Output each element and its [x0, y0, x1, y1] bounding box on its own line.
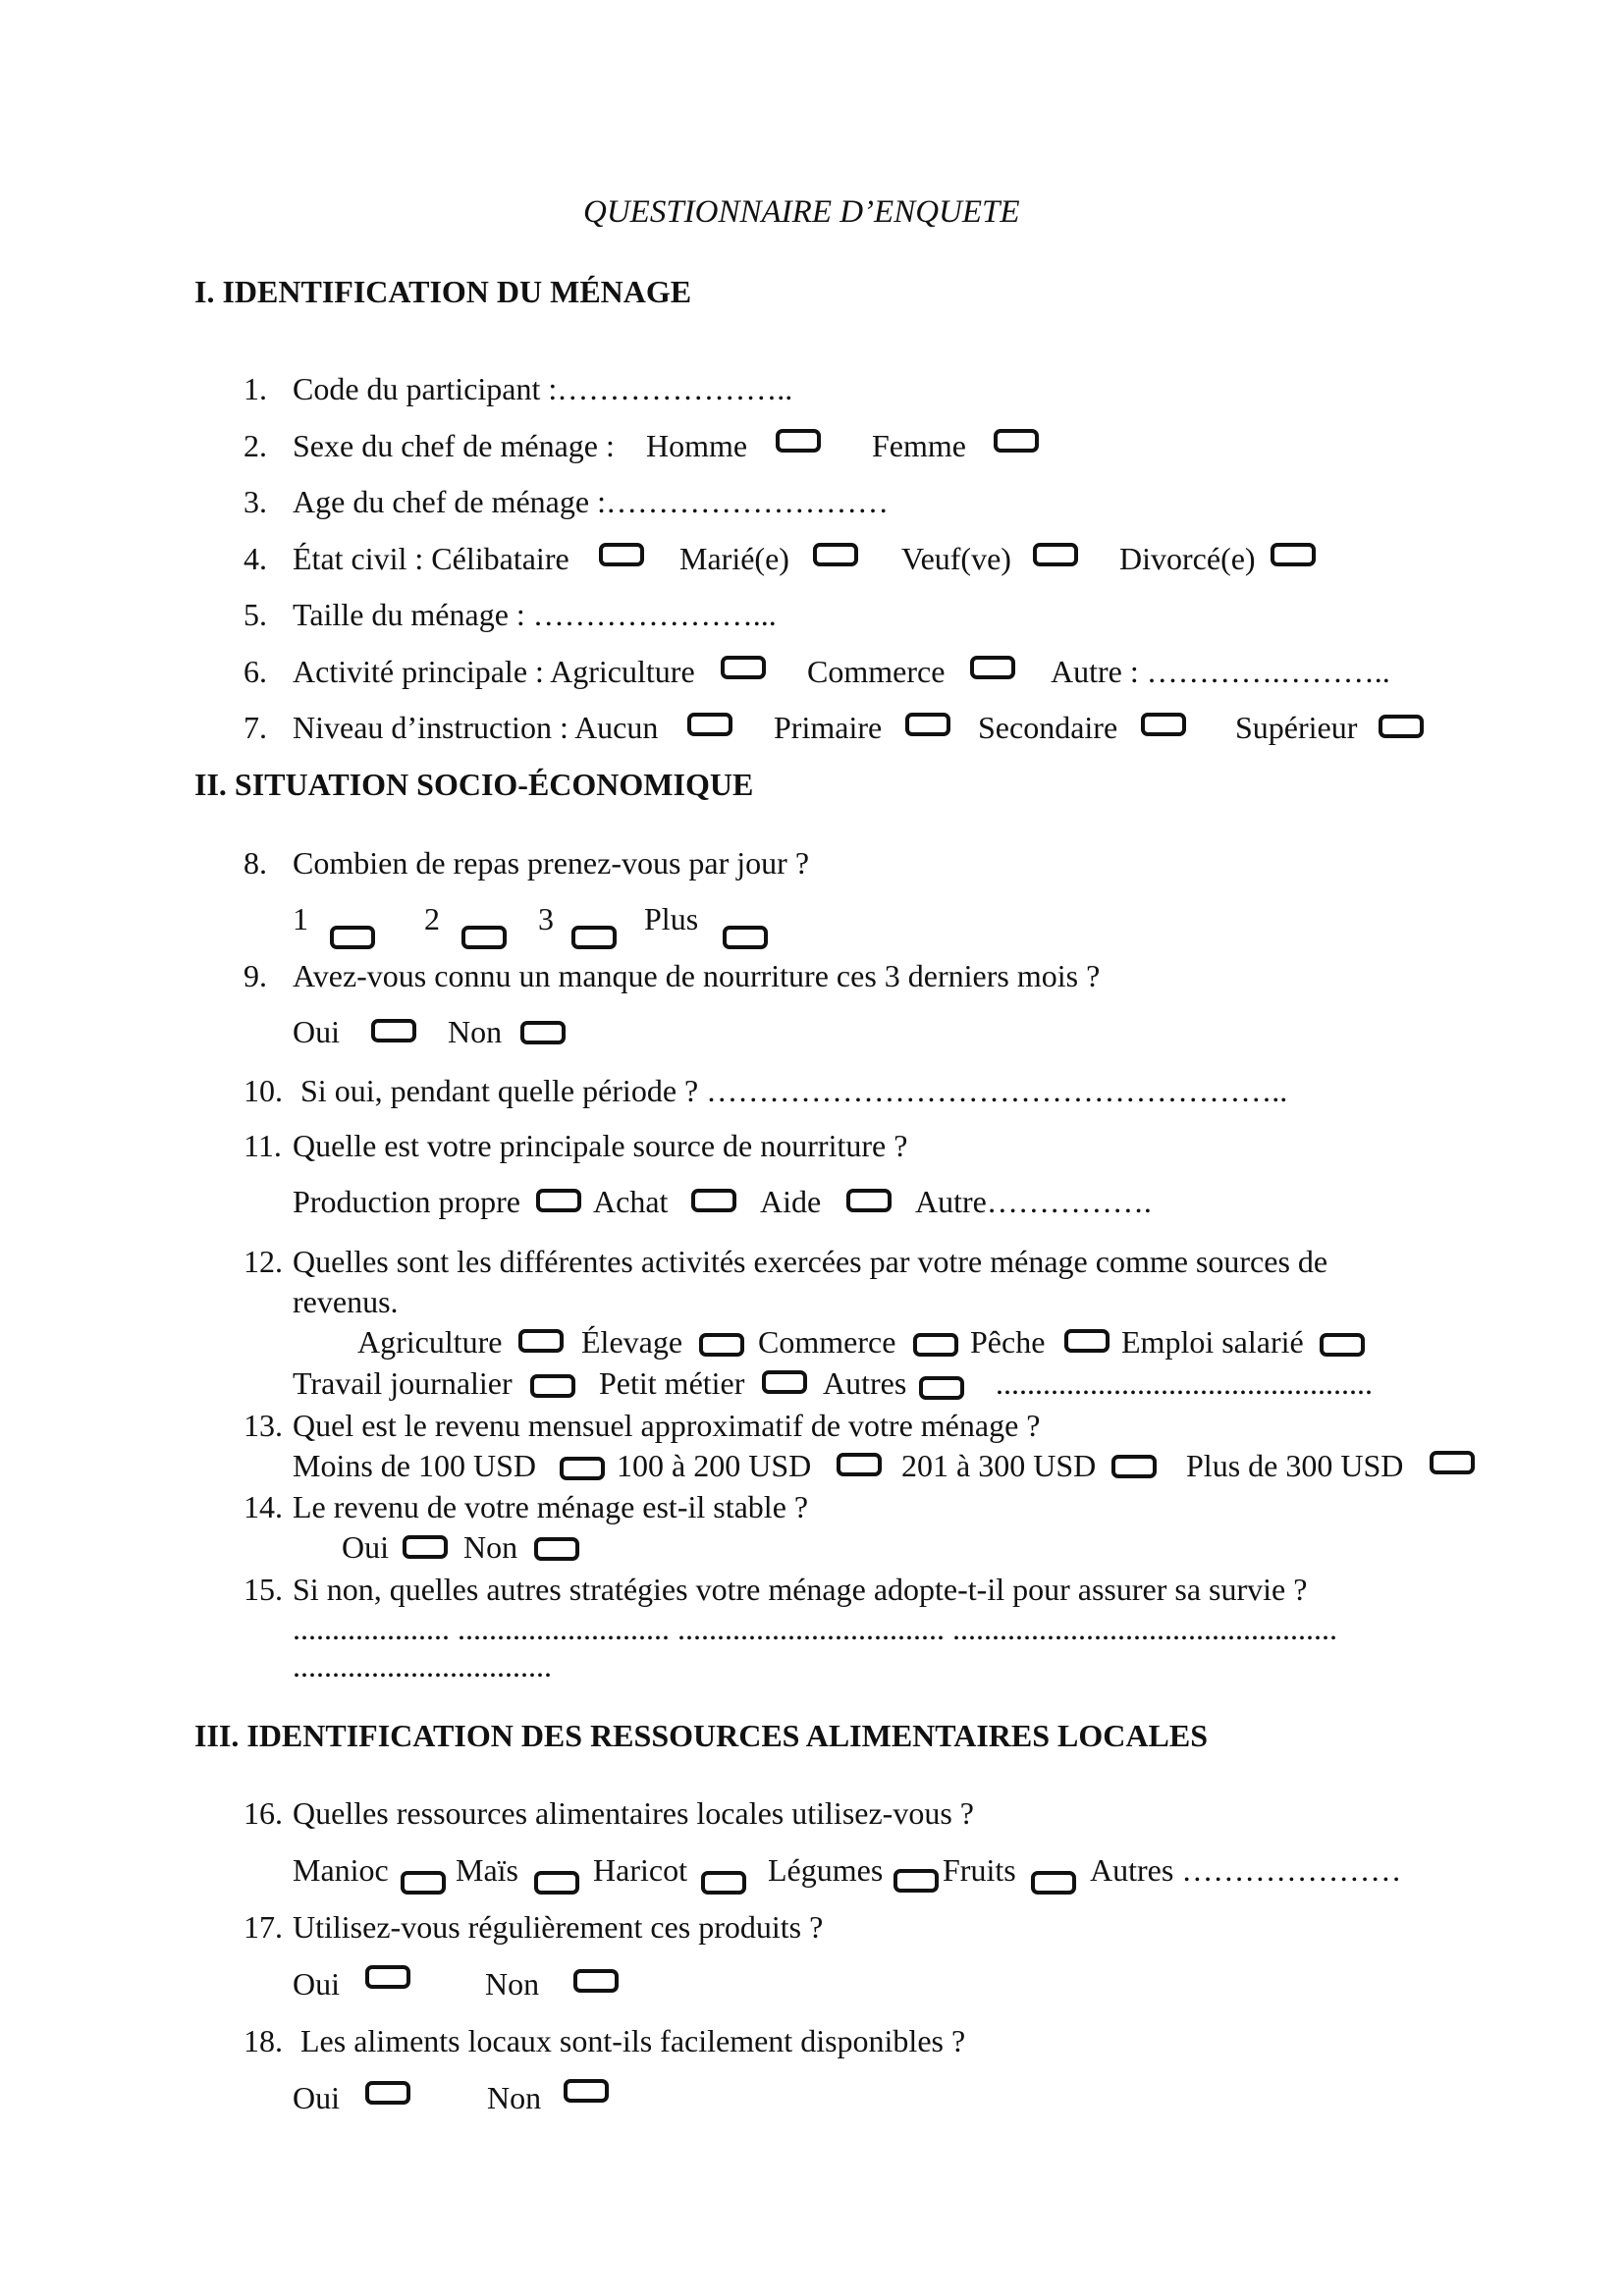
q12-text: Quelles sont les différentes activités exercées par votre ménage comme sources de	[293, 1244, 1328, 1279]
q11-aide-checkbox[interactable]	[846, 1189, 892, 1212]
q11-achat-checkbox[interactable]	[691, 1189, 736, 1212]
q9-option-label: Non	[448, 1014, 503, 1049]
section-heading-ressources: III. IDENTIFICATION DES RESSOURCES ALIMENTAIRES LOCALES	[194, 1718, 1208, 1753]
q10-text: Si oui, pendant quelle période ? ………………………………………………..	[300, 1073, 1288, 1108]
q16-option-label: Autres …………………	[1090, 1852, 1402, 1888]
q12-option-label: Petit métier	[599, 1365, 745, 1401]
q11-option-label: Achat	[593, 1184, 669, 1219]
q12-peche-checkbox[interactable]	[1064, 1329, 1110, 1353]
q7-primaire-checkbox[interactable]	[905, 713, 950, 736]
q15-text: Si non, quelles autres stratégies votre ménage adopte-t-il pour assurer sa survie ?	[293, 1572, 1308, 1607]
q14-option-label: Non	[463, 1529, 518, 1565]
q12-travail-journalier-checkbox[interactable]	[530, 1374, 575, 1398]
q12-option-label: Travail journalier	[293, 1365, 513, 1401]
q7-text: Niveau d’instruction : Aucun	[293, 710, 659, 745]
q14-text: Le revenu de votre ménage est-il stable ?	[293, 1489, 809, 1524]
q16-legumes-checkbox[interactable]	[893, 1869, 939, 1893]
q18-text: Les aliments locaux sont-ils facilement disponibles ?	[300, 2023, 966, 2058]
q12-petit-metier-checkbox[interactable]	[762, 1370, 807, 1394]
q8-option-label: 2	[424, 901, 440, 936]
q11-option-label: Production propre	[293, 1184, 520, 1219]
document-title: QUESTIONNAIRE D’ENQUETE	[583, 194, 1020, 230]
section-heading-identification: I. IDENTIFICATION DU MÉNAGE	[194, 274, 692, 309]
q2-homme-checkbox[interactable]	[776, 429, 821, 453]
q6-commerce-checkbox[interactable]	[970, 656, 1015, 679]
q13-option-label: 100 à 200 USD	[617, 1448, 812, 1483]
q4-celibataire-checkbox[interactable]	[599, 543, 644, 566]
q12-option-label: Agriculture	[357, 1324, 503, 1360]
q15-answer-line[interactable]: .................... ........................... .................................. .................................................	[293, 1611, 1337, 1646]
q4-divorce-checkbox[interactable]	[1271, 543, 1316, 566]
q12-agriculture-checkbox[interactable]	[518, 1329, 564, 1353]
q7-option-label: Secondaire	[978, 710, 1118, 745]
q13-plus-300-checkbox[interactable]	[1430, 1451, 1475, 1474]
q4-number: 4.	[244, 541, 267, 576]
q8-option-label: 1	[293, 901, 308, 936]
q12-option-label: Commerce	[758, 1324, 896, 1360]
q13-option-label: Plus de 300 USD	[1186, 1448, 1404, 1483]
q7-secondaire-checkbox[interactable]	[1141, 713, 1186, 736]
q8-3-checkbox[interactable]	[571, 926, 617, 949]
q13-100-200-checkbox[interactable]	[837, 1453, 882, 1476]
q9-number: 9.	[244, 958, 267, 993]
q8-1-checkbox[interactable]	[330, 926, 375, 949]
q4-veuf-checkbox[interactable]	[1033, 543, 1078, 566]
q13-option-label: 201 à 300 USD	[901, 1448, 1097, 1483]
q7-aucun-checkbox[interactable]	[687, 713, 732, 736]
q6-option-label: Commerce	[807, 654, 946, 689]
q9-text: Avez-vous connu un manque de nourriture ces 3 derniers mois ?	[293, 958, 1101, 993]
q18-number: 18.	[244, 2023, 283, 2058]
q7-option-label: Primaire	[774, 710, 883, 745]
q12-option-label: Autres	[823, 1365, 907, 1401]
q9-non-checkbox[interactable]	[520, 1021, 566, 1044]
q12-commerce-checkbox[interactable]	[913, 1333, 958, 1357]
q4-marie-checkbox[interactable]	[813, 543, 858, 566]
q4-option-label: Marié(e)	[679, 541, 789, 576]
q3-number: 3.	[244, 484, 267, 519]
q2-text: Sexe du chef de ménage :	[293, 428, 615, 463]
q12-autres-checkbox[interactable]	[919, 1376, 964, 1400]
q16-option-label: Fruits	[943, 1852, 1016, 1888]
q5-text: Taille du ménage : …………………...	[293, 597, 777, 632]
q12-emploi-salarie-checkbox[interactable]	[1320, 1333, 1365, 1357]
q12-elevage-checkbox[interactable]	[699, 1333, 744, 1357]
q16-fruits-checkbox[interactable]	[1031, 1871, 1076, 1895]
q8-option-label: Plus	[644, 901, 699, 936]
q4-text: État civil : Célibataire	[293, 541, 569, 576]
q1-text: Code du participant :…………………..	[293, 371, 793, 406]
q16-number: 16.	[244, 1795, 283, 1831]
q11-text: Quelle est votre principale source de nourriture ?	[293, 1128, 908, 1163]
q9-option-label: Oui	[293, 1014, 340, 1049]
q16-manioc-checkbox[interactable]	[401, 1871, 446, 1895]
q6-agriculture-checkbox[interactable]	[721, 656, 766, 679]
q18-oui-checkbox[interactable]	[365, 2081, 410, 2105]
q6-option-label: Autre : ………….………..	[1051, 654, 1390, 689]
q8-number: 8.	[244, 845, 267, 881]
q2-number: 2.	[244, 428, 267, 463]
q7-superieur-checkbox[interactable]	[1379, 715, 1424, 738]
q13-text: Quel est le revenu mensuel approximatif de votre ménage ?	[293, 1408, 1041, 1443]
q18-non-checkbox[interactable]	[564, 2079, 609, 2103]
q16-mais-checkbox[interactable]	[534, 1871, 579, 1895]
q17-text: Utilisez-vous régulièrement ces produits ?	[293, 1909, 824, 1945]
q6-text: Activité principale : Agriculture	[293, 654, 695, 689]
q11-number: 11.	[244, 1128, 282, 1163]
q12-number: 12.	[244, 1244, 283, 1279]
q15-answer-line[interactable]: .................................	[293, 1648, 552, 1683]
q14-non-checkbox[interactable]	[534, 1537, 579, 1561]
q16-option-label: Maïs	[456, 1852, 518, 1888]
q7-number: 7.	[244, 710, 267, 745]
q17-non-checkbox[interactable]	[573, 1969, 619, 1993]
q7-option-label: Supérieur	[1235, 710, 1358, 745]
section-heading-socio-economique: II. SITUATION SOCIO-ÉCONOMIQUE	[194, 767, 754, 802]
q17-option-label: Non	[485, 1966, 540, 2002]
q3-text: Age du chef de ménage :………………………	[293, 484, 889, 519]
q12-option-label: Emploi salarié	[1121, 1324, 1304, 1360]
q8-2-checkbox[interactable]	[461, 926, 507, 949]
q13-moins-100-checkbox[interactable]	[560, 1457, 605, 1480]
q11-production-checkbox[interactable]	[536, 1189, 581, 1212]
q16-option-label: Légumes	[768, 1852, 884, 1888]
q17-option-label: Oui	[293, 1966, 340, 2002]
q2-option-label: Femme	[872, 428, 966, 463]
q4-option-label: Veuf(ve)	[901, 541, 1011, 576]
q2-femme-checkbox[interactable]	[994, 429, 1039, 453]
q18-option-label: Non	[487, 2080, 542, 2115]
q13-201-300-checkbox[interactable]	[1111, 1455, 1157, 1478]
q10-number: 10.	[244, 1073, 283, 1108]
q14-option-label: Oui	[342, 1529, 389, 1565]
q17-oui-checkbox[interactable]	[365, 1965, 410, 1989]
q12-option-label: Élevage	[581, 1324, 683, 1360]
q12-autres-fill-line[interactable]: ................................................	[996, 1365, 1373, 1401]
q8-option-label: 3	[538, 901, 554, 936]
q18-option-label: Oui	[293, 2080, 340, 2115]
q17-number: 17.	[244, 1909, 283, 1945]
q11-option-label: Autre…………….	[915, 1184, 1152, 1219]
q12-text-continued: revenus.	[293, 1284, 399, 1319]
q4-option-label: Divorcé(e)	[1119, 541, 1256, 576]
q16-option-label: Haricot	[593, 1852, 687, 1888]
q8-text: Combien de repas prenez-vous par jour ?	[293, 845, 810, 881]
q15-number: 15.	[244, 1572, 283, 1607]
q13-number: 13.	[244, 1408, 283, 1443]
q6-number: 6.	[244, 654, 267, 689]
q2-option-label: Homme	[646, 428, 748, 463]
q14-oui-checkbox[interactable]	[403, 1535, 448, 1559]
q13-option-label: Moins de 100 USD	[293, 1448, 537, 1483]
q12-option-label: Pêche	[970, 1324, 1046, 1360]
q16-option-label: Manioc	[293, 1852, 389, 1888]
q16-haricot-checkbox[interactable]	[701, 1871, 746, 1895]
q1-number: 1.	[244, 371, 267, 406]
q11-option-label: Aide	[760, 1184, 822, 1219]
q14-number: 14.	[244, 1489, 283, 1524]
q8-plus-checkbox[interactable]	[723, 926, 768, 949]
q9-oui-checkbox[interactable]	[371, 1019, 416, 1042]
q5-number: 5.	[244, 597, 267, 632]
q16-text: Quelles ressources alimentaires locales utilisez-vous ?	[293, 1795, 974, 1831]
